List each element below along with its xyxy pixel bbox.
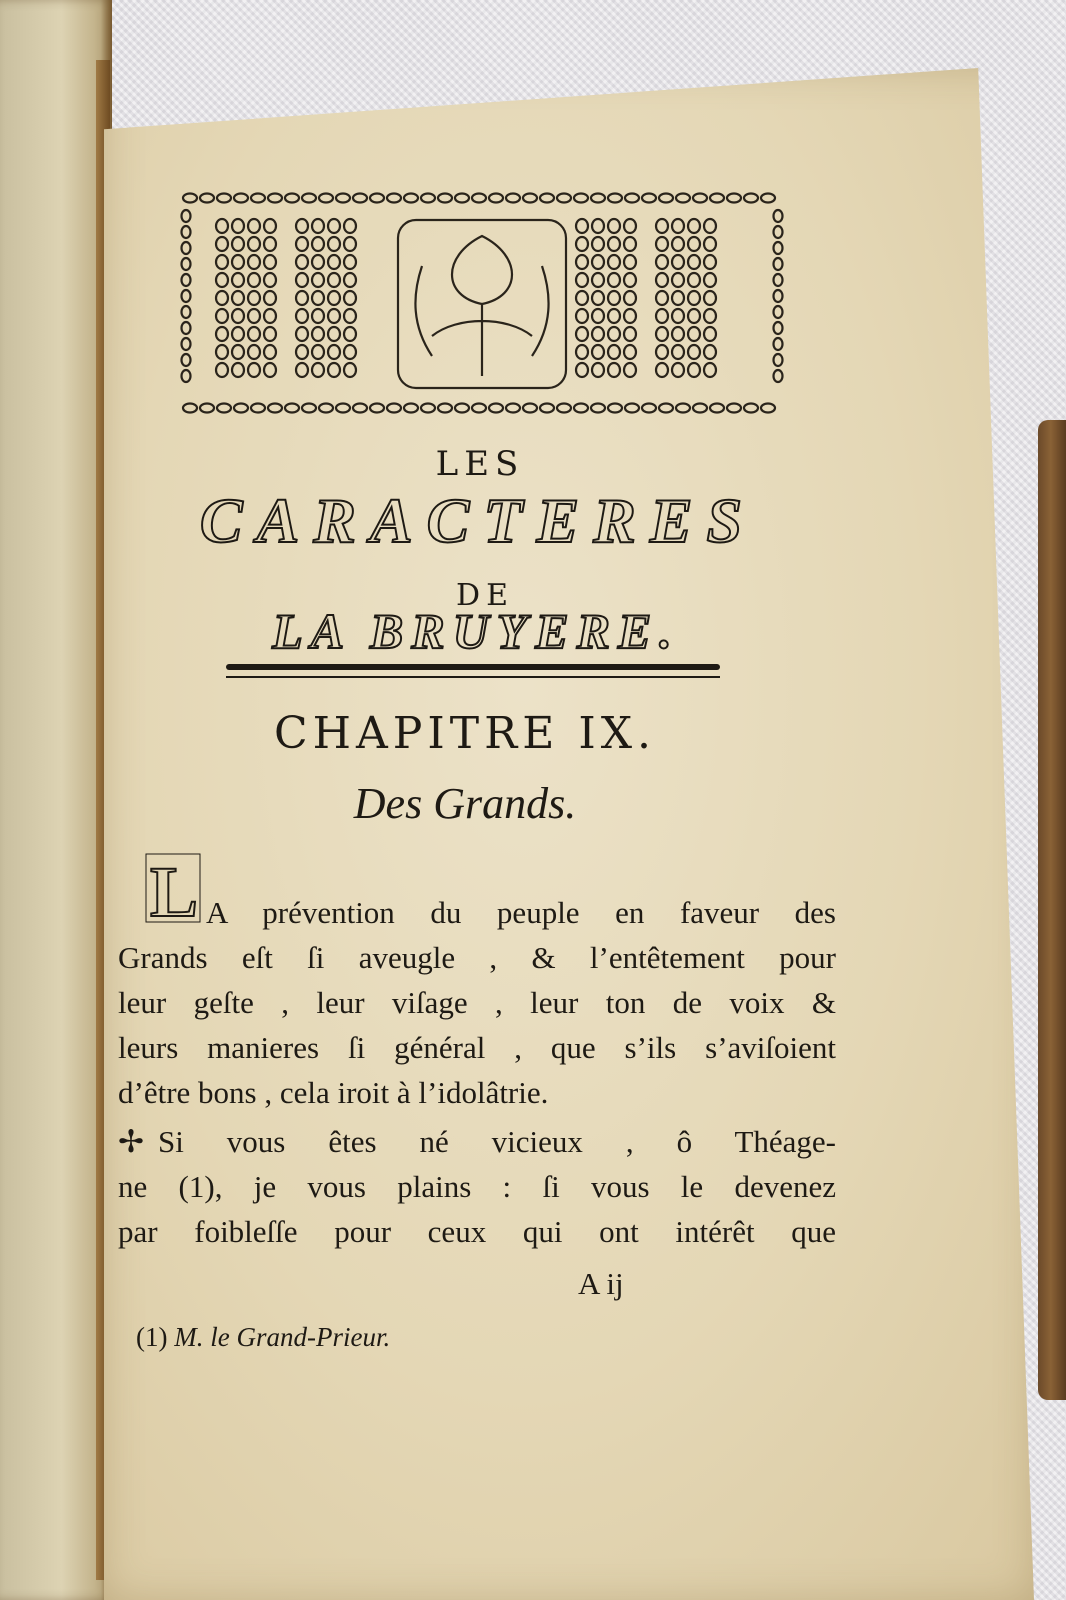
section-heading: Des Grands. (353, 779, 577, 828)
title-line-author: LA BRUYERE. (272, 603, 680, 659)
chapter-heading: CHAPITRE IX. (273, 708, 657, 759)
signature-mark: A ij (578, 1266, 624, 1301)
title-line-de: DE (456, 578, 514, 613)
title-line-les: LES (435, 444, 525, 484)
paragraph1-line: A prévention du peuple en faveur des (206, 895, 836, 930)
paragraph1-line: leurs manieres ſi général , que s’ils s’aviſoient (118, 1030, 836, 1065)
paragraph2-line: ne (1), je vous plains : ſi vous le devenez (118, 1169, 836, 1204)
headpiece-ornament (172, 186, 792, 418)
body-text (118, 890, 836, 1254)
title-line-caracteres: CARACTERES (199, 485, 757, 556)
paragraph1-line: leur geſte , leur viſage , leur ton de voix & (118, 985, 836, 1020)
paragraph1-line: d’être bons , cela iroit à l’idolâtrie. (118, 1075, 549, 1110)
drop-cap-letter: L (150, 852, 199, 924)
footnote-number: (1) (136, 1322, 168, 1352)
cross-paragraph-marker-icon: ✢ (118, 1124, 144, 1159)
paragraph2-line: par foibleſſe pour ceux qui ont intérêt que (118, 1214, 836, 1249)
paragraph2 (118, 1119, 836, 1254)
adjacent-book-spine (1038, 420, 1066, 1400)
footnote (136, 1322, 536, 1353)
paragraph1-line: Grands eſt ſi aveugle , & l’entêtement pour (118, 940, 836, 975)
title-rule-thick (226, 664, 720, 670)
footnote-text: M. le Grand-Prieur. (174, 1322, 391, 1352)
paragraph2-line: Si vous êtes né vicieux , ô Théage- (158, 1124, 836, 1159)
paragraph2-first-line (118, 1119, 836, 1164)
title-rule-thin (226, 676, 720, 678)
